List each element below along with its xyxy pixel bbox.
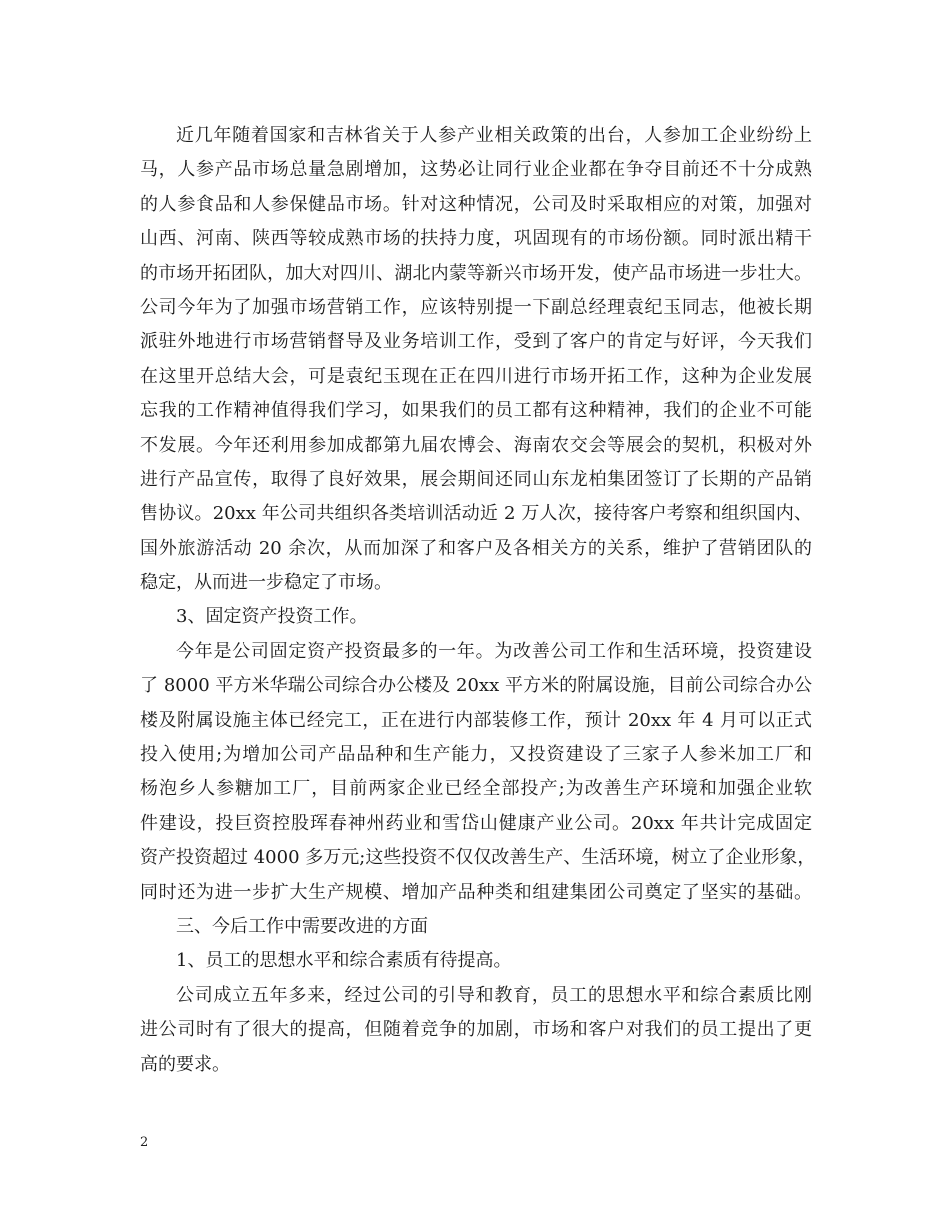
text-line: 的人参食品和人参保健品市场。针对这种情况，公司及时采取相应的对策，加强对 xyxy=(140,193,812,215)
text-line: 马，人参产品市场总量急剧增加，这势必让同行业企业都在争夺目前还不十分成熟 xyxy=(140,159,812,181)
text-line: 件建设，投巨资控股珲春神州药业和雪岱山健康产业公司。20xx 年共计完成固定 xyxy=(140,812,812,834)
text-line: 不发展。今年还利用参加成都第九届农博会、海南农交会等展会的契机，积极对外 xyxy=(140,434,812,456)
text-line: 的市场开拓团队，加大对四川、湖北内蒙等新兴市场开发，使产品市场进一步壮大。 xyxy=(140,262,812,284)
text-line: 公司成立五年多来，经过公司的引导和教育，员工的思想水平和综合素质比刚 xyxy=(176,984,812,1006)
text-line: 稳定，从而进一步稳定了市场。 xyxy=(140,572,392,594)
text-line: 了 8000 平方米华瑞公司综合办公楼及 20xx 平方米的附属设施，目前公司综合办公 xyxy=(140,675,812,697)
text-line: 忘我的工作精神值得我们学习，如果我们的员工都有这种精神，我们的企业不可能 xyxy=(140,400,812,422)
text-line: 派驻外地进行市场营销督导及业务培训工作，受到了客户的肯定与好评，今天我们 xyxy=(140,331,812,353)
text-line: 高的要求。 xyxy=(140,1053,230,1075)
text-line: 售协议。20xx 年公司共组织各类培训活动近 2 万人次，接待客户考察和组织国内、 xyxy=(140,503,812,525)
text-line: 近几年随着国家和吉林省关于人参产业相关政策的出台，人参加工企业纷纷上 xyxy=(176,125,812,146)
text-line: 楼及附属设施主体已经完工，正在进行内部装修工作，预计 20xx 年 4 月可以正式 xyxy=(140,709,812,731)
text-line: 3、固定资产投资工作。 xyxy=(176,606,368,628)
text-line: 杨泡乡人参糖加工厂，目前两家企业已经全部投产;为改善生产环境和加强企业软 xyxy=(140,778,812,800)
text-line: 投入使用;为增加公司产品品种和生产能力，又投资建设了三家子人参米加工厂和 xyxy=(140,744,812,766)
text-line: 同时还为进一步扩大生产规模、增加产品种类和组建集团公司奠定了坚实的基础。 xyxy=(140,881,812,903)
text-line: 进行产品宣传，取得了良好效果，展会期间还同山东龙柏集团签订了长期的产品销 xyxy=(140,468,812,490)
text-line: 1、员工的思想水平和综合素质有待提高。 xyxy=(176,950,512,972)
text-line: 三、今后工作中需要改进的方面 xyxy=(176,915,428,937)
text-line: 进公司时有了很大的提高，但随着竞争的加剧，市场和客户对我们的员工提出了更 xyxy=(140,1019,812,1041)
page-number: 2 xyxy=(140,1135,149,1150)
text-line: 今年是公司固定资产投资最多的一年。为改善公司工作和生活环境，投资建设 xyxy=(176,640,812,662)
text-line: 山西、河南、陕西等较成熟市场的扶持力度，巩固现有的市场份额。同时派出精干 xyxy=(140,228,812,250)
body-text xyxy=(140,119,816,1082)
text-line: 公司今年为了加强市场营销工作，应该特别提一下副总经理袁纪玉同志，他被长期 xyxy=(140,296,812,318)
text-line: 在这里开总结大会，可是袁纪玉现在正在四川进行市场开拓工作，这种为企业发展 xyxy=(140,365,812,387)
text-line: 资产投资超过 4000 多万元;这些投资不仅仅改善生产、生活环境，树立了企业形象， xyxy=(140,847,816,869)
text-line: 国外旅游活动 20 余次，从而加深了和客户及各相关方的关系，维护了营销团队的 xyxy=(140,537,812,559)
